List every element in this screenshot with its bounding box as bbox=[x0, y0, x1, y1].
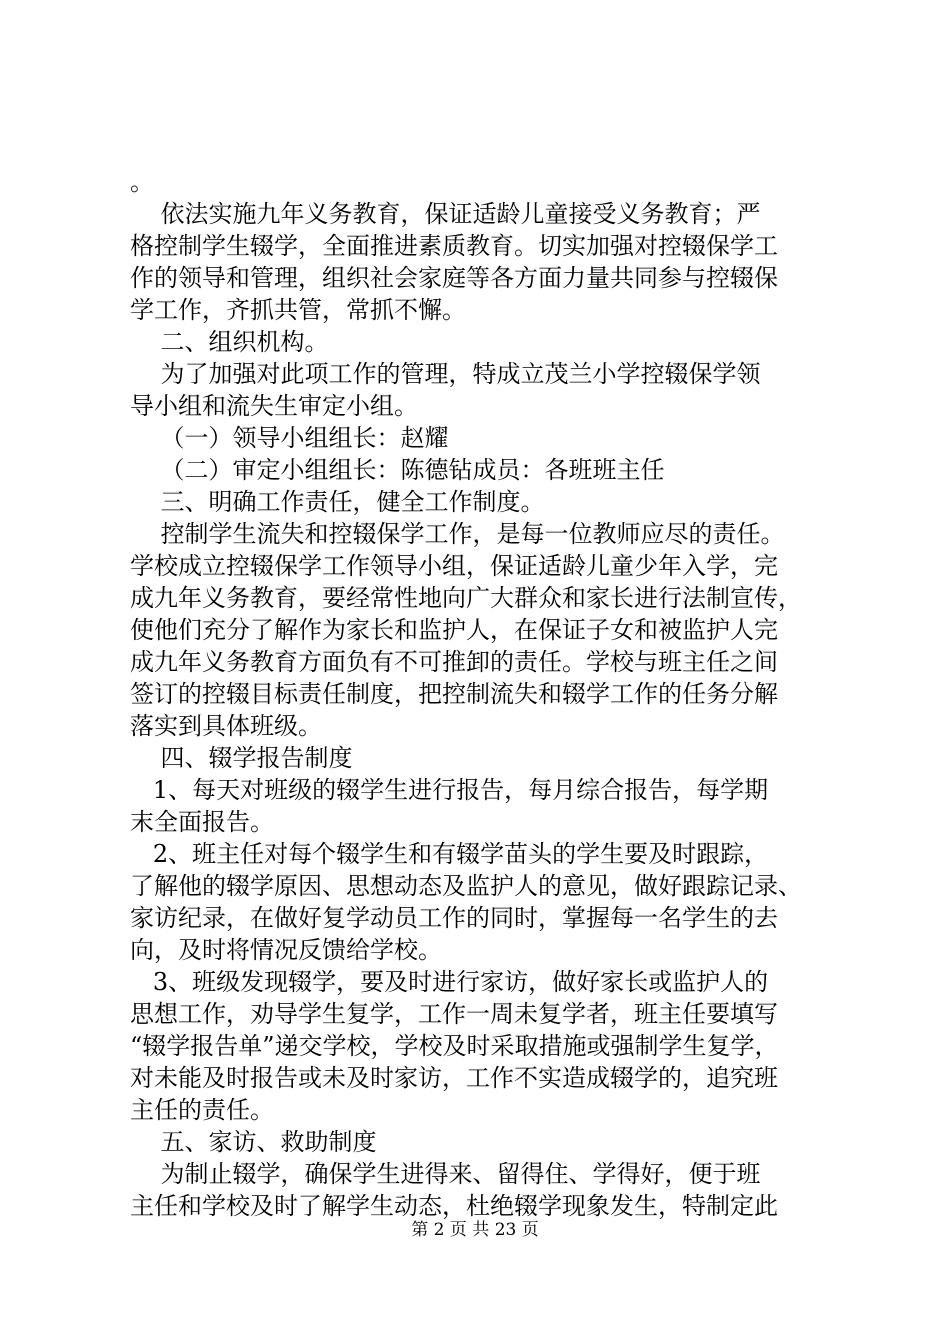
body-line: 格控制学生辍学，全面推进素质教育。切实加强对控辍保学工 bbox=[130, 232, 778, 260]
body-line: 家访纪录，在做好复学动员工作的同时，掌握每一名学生的去 bbox=[130, 904, 778, 932]
body-line: 成九年义务教育方面负有不可推卸的责任。学校与班主任之间 bbox=[130, 648, 778, 676]
body-line: 为制止辍学，确保学生进得来、留得住、学得好，便于班 bbox=[130, 1160, 761, 1188]
body-line: 3、班级发现辍学，要及时进行家访，做好家长或监护人的 bbox=[130, 968, 769, 996]
body-line: 主任的责任。 bbox=[130, 1096, 274, 1124]
page-number-footer: 第 2 页 共 23 页 bbox=[411, 1220, 539, 1240]
section-heading: 二、组织机构。 bbox=[130, 328, 329, 356]
body-line: （二）审定小组组长：陈德钻成员：各班班主任 bbox=[130, 456, 665, 484]
body-line: 了解他的辍学原因、思想动态及监护人的意见，做好跟踪记录、 bbox=[130, 872, 802, 900]
body-line: 为了加强对此项工作的管理，特成立茂兰小学控辍保学领 bbox=[130, 360, 761, 388]
body-line: 学校成立控辍保学工作领导小组，保证适龄儿童少年入学，完 bbox=[130, 552, 778, 580]
body-line: 主任和学校及时了解学生动态，杜绝辍学现象发生，特制定此 bbox=[130, 1192, 778, 1220]
body-line: 思想工作，劝导学生复学，工作一周未复学者，班主任要填写 bbox=[130, 1000, 778, 1028]
body-line: “辍学报告单”递交学校，学校及时采取措施或强制学生复学， bbox=[130, 1032, 779, 1060]
body-line: 2、班主任对每个辍学生和有辍学苗头的学生要及时跟踪， bbox=[130, 840, 769, 868]
body-line: 向，及时将情况反馈给学校。 bbox=[130, 936, 442, 964]
section-heading: 四、辍学报告制度 bbox=[130, 744, 353, 772]
body-line: 依法实施九年义务教育，保证适龄儿童接受义务教育；严 bbox=[130, 200, 761, 228]
body-line: 作的领导和管理，组织社会家庭等各方面力量共同参与控辍保 bbox=[130, 264, 778, 292]
body-line: 对未能及时报告或未及时家访，工作不实造成辍学的，追究班 bbox=[130, 1064, 778, 1092]
document-body bbox=[130, 166, 835, 1222]
section-heading: 五、家访、救助制度 bbox=[130, 1128, 377, 1156]
body-line: （一）领导小组组长：赵耀 bbox=[130, 424, 449, 452]
body-line: 导小组和流失生审定小组。 bbox=[130, 392, 418, 420]
body-line: 1、每天对班级的辍学生进行报告，每月综合报告，每学期 bbox=[130, 776, 769, 804]
body-line: 末全面报告。 bbox=[130, 808, 274, 836]
section-heading: 三、明确工作责任，健全工作制度。 bbox=[130, 488, 545, 516]
body-line: 。 bbox=[130, 168, 154, 196]
body-line: 使他们充分了解作为家长和监护人，在保证子女和被监护人完 bbox=[130, 616, 778, 644]
body-line: 成九年义务教育，要经常性地向广大群众和家长进行法制宣传， bbox=[130, 584, 802, 612]
body-line: 控制学生流失和控辍保学工作，是每一位教师应尽的责任。 bbox=[130, 520, 785, 548]
body-line: 学工作，齐抓共管，常抓不懈。 bbox=[130, 296, 466, 324]
body-line: 签订的控辍目标责任制度，把控制流失和辍学工作的任务分解 bbox=[130, 680, 778, 708]
body-line: 落实到具体班级。 bbox=[130, 712, 322, 740]
